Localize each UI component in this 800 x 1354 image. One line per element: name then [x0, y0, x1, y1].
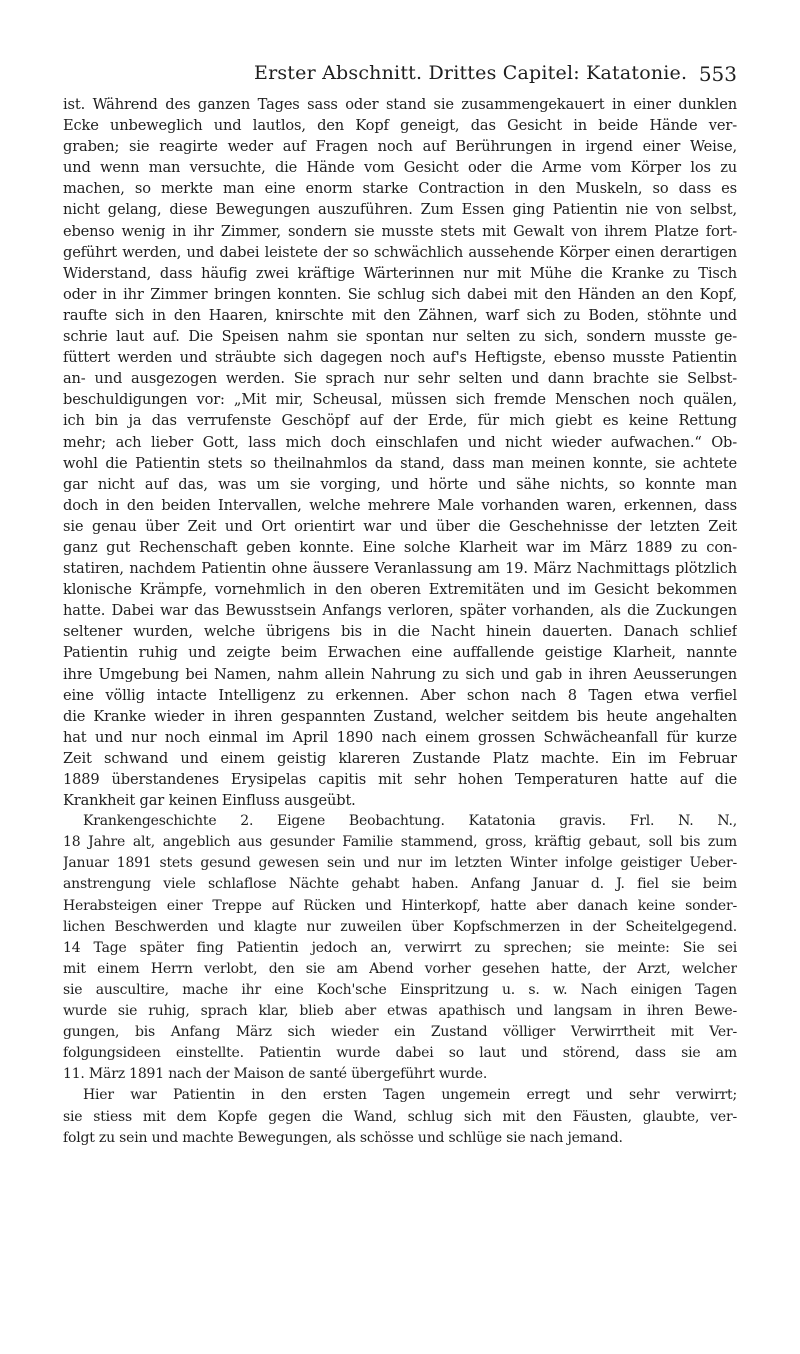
text-line: an- und ausgezogen werden. Sie sprach nur sehr selten und dann brachte sie Selbst- — [63, 370, 737, 388]
text-line: ich bin ja das verrufenste Geschöpf auf der Erde, für mich giebt es keine Rettung — [63, 412, 737, 430]
text-line: wurde sie ruhig, sprach klar, blieb aber etwas apathisch und langsam in ihren Bewe- — [63, 1003, 737, 1020]
text-line: eine völlig intacte Intelligenz zu erkennen. Aber schon nach 8 Tagen etwa verfiel — [63, 686, 737, 704]
paragraph-case-continuation — [63, 94, 737, 811]
text-line: 14 Tage später fing Patientin jedoch an, verwirrt zu sprechen; sie meinte: Sie sei — [63, 939, 737, 956]
body-text — [63, 94, 737, 1149]
text-line: ist. Während des ganzen Tages sass oder stand sie zusammengekauert in einer dunklen — [63, 96, 737, 113]
page-number: 553 — [698, 62, 737, 86]
text-line: folgt zu sein und machte Bewegungen, als schösse und schlüge sie nach jemand. — [63, 1129, 623, 1146]
text-line: schrie laut auf. Die Speisen nahm sie spontan nur selten zu sich, sondern musste ge- — [63, 328, 737, 346]
text-line: sie auscultire, mache ihr eine Koch'sche Einspritzung u. s. w. Nach einigen Tagen — [63, 981, 737, 998]
text-line: doch in den beiden Intervallen, welche mehrere Male vorhanden waren, erkennen, dass — [63, 496, 737, 514]
text-line: ihre Umgebung bei Namen, nahm allein Nahrung zu sich und gab in ihren Aeusserungen — [63, 665, 737, 683]
text-line: 11. März 1891 nach der Maison de santé übergeführt wurde. — [63, 1066, 488, 1083]
text-line: Januar 1891 stets gesund gewesen sein und nur im letzten Winter infolge geistiger Ueber- — [63, 855, 737, 872]
text-line: Krankengeschichte 2. Eigene Beobachtung. Katatonia gravis. Frl. N. N., — [83, 813, 737, 830]
text-line: ebenso wenig in ihr Zimmer, sondern sie musste stets mit Gewalt von ihrem Platze fort- — [63, 222, 737, 240]
text-line: 1889 überstandenes Erysipelas capitis mit sehr hohen Temperaturen hatte auf die — [63, 771, 737, 788]
text-line: klonische Krämpfe, vornehmlich in den oberen Extremitäten und im Gesicht bekommen — [63, 581, 737, 599]
text-line: und wenn man versuchte, die Hände vom Gesicht oder die Arme vom Körper los zu — [63, 159, 737, 177]
text-line: Hier war Patientin in den ersten Tagen ungemein erregt und sehr verwirrt; — [83, 1087, 737, 1104]
text-line: lichen Beschwerden und klagte nur zuweilen über Kopfschmerzen in der Scheitelgegend. — [63, 918, 737, 935]
text-line: Ecke unbeweglich und lautlos, den Kopf geneigt, das Gesicht in beide Hände ver- — [63, 117, 737, 135]
text-line: folgungsideen einstellte. Patientin wurde dabei so laut und störend, dass sie am — [63, 1045, 737, 1062]
running-title: Erster Abschnitt. Drittes Capitel: Katatonie. — [254, 62, 688, 84]
text-line: graben; sie reagirte weder auf Fragen noch auf Berührungen in irgend einer Weise, — [63, 138, 737, 156]
text-line: nicht gelang, diese Bewegungen auszuführen. Zum Essen ging Patientin nie von selbst, — [63, 201, 737, 219]
text-line: füttert werden und sträubte sich dagegen noch auf's Heftigste, ebenso musste Patientin — [63, 349, 737, 367]
paragraph-case-history-2 — [63, 811, 737, 1085]
text-line: hatte. Dabei war das Bewusstsein Anfangs verloren, später vorhanden, als die Zuckungen — [63, 602, 737, 620]
text-line: oder in ihr Zimmer bringen konnten. Sie schlug sich dabei mit den Händen an den Kopf, — [63, 285, 737, 303]
text-line: statiren, nachdem Patientin ohne äussere Veranlassung am 19. März Nachmittags plötzlich — [63, 560, 737, 578]
text-line: sie genau über Zeit und Ort orientirt war und über die Geschehnisse der letzten Zeit — [63, 517, 737, 535]
text-line: mehr; ach lieber Gott, lass mich doch einschlafen und nicht wieder aufwachen.“ Ob- — [63, 433, 737, 451]
text-line: die Kranke wieder in ihren gespannten Zustand, welcher seitdem bis heute angehalten — [63, 707, 737, 725]
text-line: gungen, bis Anfang März sich wieder ein Zustand völliger Verwirrtheit mit Ver- — [63, 1024, 737, 1041]
text-line: beschuldigungen vor: „Mit mir, Scheusal, müssen sich fremde Menschen noch quälen, — [63, 391, 737, 409]
text-line: gar nicht auf das, was um sie vorging, und hörte und sähe nichts, so konnte man — [63, 475, 737, 493]
text-line: 18 Jahre alt, angeblich aus gesunder Familie stammend, gross, kräftig gebaut, soll bis zum — [63, 834, 737, 851]
paragraph-hospital-course — [63, 1085, 737, 1148]
text-line: hat und nur noch einmal im April 1890 nach einem grossen Schwächeanfall für kurze — [63, 728, 737, 746]
text-line: sie stiess mit dem Kopfe gegen die Wand, schlug sich mit den Fäusten, glaubte, ver- — [63, 1108, 737, 1125]
text-line: raufte sich in den Haaren, knirschte mit den Zähnen, warf sich zu Boden, stöhnte und — [63, 306, 737, 324]
text-line: machen, so merkte man eine enorm starke Contraction in den Muskeln, so dass es — [63, 180, 737, 198]
text-line: Herabsteigen einer Treppe auf Rücken und Hinterkopf, hatte aber danach keine sonder- — [63, 897, 737, 914]
text-line: ganz gut Rechenschaft geben konnte. Eine solche Klarheit war im März 1889 zu con- — [63, 538, 737, 556]
text-line: wohl die Patientin stets so theilnahmlos da stand, dass man meinen konnte, sie achtete — [63, 454, 737, 472]
text-line: seltener wurden, welche übrigens bis in die Nacht hinein dauerten. Danach schlief — [63, 623, 737, 641]
text-line: mit einem Herrn verlobt, den sie am Abend vorher gesehen hatte, der Arzt, welcher — [63, 960, 737, 977]
text-line: anstrengung viele schlaflose Nächte gehabt haben. Anfang Januar d. J. fiel sie beim — [63, 876, 737, 893]
text-line: Krankheit gar keinen Einfluss ausgeübt. — [63, 792, 356, 810]
text-line: Widerstand, dass häufig zwei kräftige Wärterinnen nur mit Mühe die Kranke zu Tisch — [63, 264, 737, 282]
text-line: geführt werden, und dabei leistete der so schwächlich aussehende Körper einen derartigen — [63, 243, 737, 261]
text-line: Patientin ruhig und zeigte beim Erwachen eine auffallende geistige Klarheit, nannte — [63, 644, 737, 662]
text-line: Zeit schwand und einem geistig klareren Zustande Platz machte. Ein im Februar — [63, 749, 737, 767]
